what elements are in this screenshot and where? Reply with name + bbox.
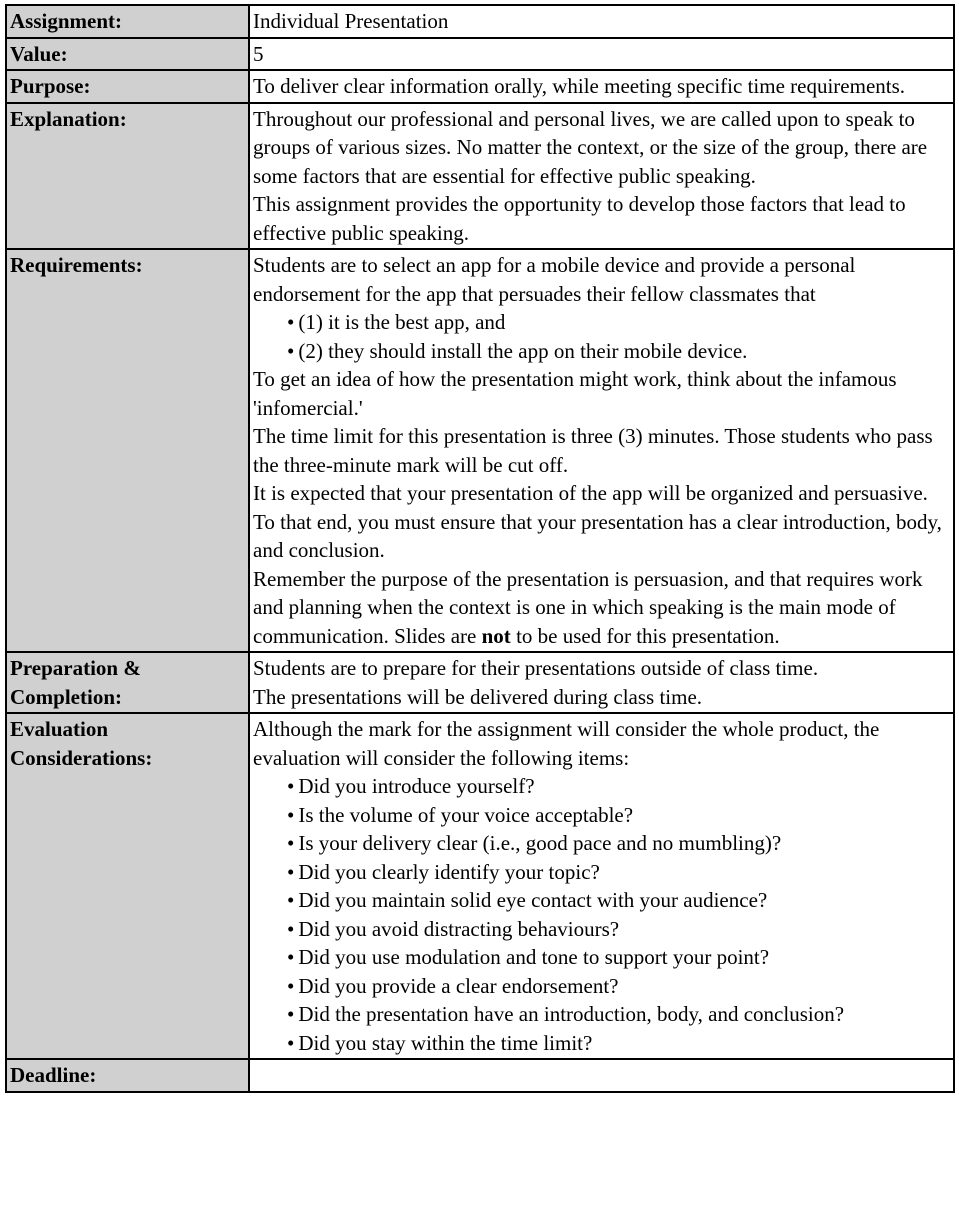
evaluation-bullet-text: Did you stay within the time limit? [298, 1030, 593, 1055]
evaluation-bullet-text: Did the presentation have an introduction, body, and conclusion? [298, 1002, 845, 1026]
row-assignment [6, 5, 954, 38]
requirements-intro: Students are to select an app for a mobile device and provide a personal endorsement for the app that persuades their fellow classmates that [253, 253, 856, 306]
bullet-icon: • [287, 774, 295, 798]
explanation-label: Explanation: [6, 103, 249, 250]
purpose-label: Purpose: [6, 70, 249, 103]
bullet-icon: • [287, 802, 295, 827]
evaluation-bullet-text: Did you provide a clear endorsement? [298, 973, 619, 998]
evaluation-bullet-text: Did you clearly identify your topic? [298, 859, 600, 884]
evaluation-bullet-item [253, 772, 951, 801]
row-explanation [6, 103, 954, 250]
requirements-paragraph-slides [253, 565, 951, 651]
evaluation-bullet-text: Is the volume of your voice acceptable? [298, 802, 634, 827]
evaluation-label [6, 713, 249, 1059]
requirements-label: Requirements: [6, 249, 249, 652]
evaluation-bullet-text: Did you maintain solid eye contact with your audience? [298, 888, 768, 912]
requirements-bullet-item [253, 337, 951, 366]
evaluation-bullet-text: Is your delivery clear (i.e., good pace and no mumbling)? [298, 831, 782, 855]
slides-text-before: Remember the purpose of the presentation is persuasion, and that requires work and planning when the context is one in which speaking is the main mode of communication. Slides are [253, 566, 923, 648]
assignment-label: Assignment: [6, 5, 249, 38]
value-label: Value: [6, 38, 249, 71]
bullet-icon: • [287, 1030, 295, 1055]
evaluation-label-line: Evaluation [10, 717, 109, 741]
preparation-line: The presentations will be delivered during class time. [253, 684, 703, 709]
row-requirements [6, 249, 954, 652]
evaluation-bullet-item [253, 1029, 951, 1058]
evaluation-bullet-item [253, 1000, 951, 1029]
slides-text-after: to be used for this presentation. [516, 623, 780, 648]
value-value: 5 [249, 38, 954, 71]
slides-emphasis-not: not [481, 623, 511, 648]
requirements-bullet-text: (2) they should install the app on their mobile device. [298, 338, 748, 363]
row-purpose [6, 70, 954, 103]
row-deadline [6, 1059, 954, 1092]
assignment-table [5, 4, 955, 1093]
bullet-icon: • [287, 973, 295, 998]
evaluation-bullet-item [253, 829, 951, 858]
evaluation-bullet-item [253, 886, 951, 915]
bullet-icon: • [287, 310, 295, 334]
evaluation-bullet-item [253, 915, 951, 944]
deadline-label: Deadline: [6, 1059, 249, 1092]
evaluation-cell [249, 713, 954, 1059]
assignment-value: Individual Presentation [249, 5, 954, 38]
evaluation-intro: Although the mark for the assignment will consider the whole product, the evaluation will consider the following items: [253, 717, 880, 770]
requirements-bullet-text: (1) it is the best app, and [298, 310, 506, 334]
explanation-paragraph: Throughout our professional and personal lives, we are called upon to speak to groups of various sizes. No matter the context, or the size of the group, there are some factors that are essential for effective public speaking. [253, 106, 928, 188]
purpose-text: To deliver clear information orally, while meeting specific time requirements. [249, 70, 954, 103]
bullet-icon: • [287, 916, 295, 941]
evaluation-bullet-item [253, 943, 951, 972]
preparation-line: Students are to prepare for their presentations outside of class time. [253, 656, 819, 680]
preparation-label [6, 652, 249, 713]
preparation-label-line: Preparation & [10, 656, 141, 680]
preparation-label-line: Completion: [10, 684, 122, 709]
evaluation-bullet-item [253, 858, 951, 887]
requirements-paragraph: To get an idea of how the presentation might work, think about the infamous 'infomercial.' [253, 367, 897, 420]
row-value [6, 38, 954, 71]
bullet-icon: • [287, 945, 295, 969]
evaluation-label-line: Considerations: [10, 745, 153, 770]
bullet-icon: • [287, 831, 295, 855]
explanation-cell [249, 103, 954, 250]
requirements-bullet-item [253, 308, 951, 337]
requirements-paragraph: The time limit for this presentation is three (3) minutes. Those students who pass the three-minute mark will be cut off. [253, 424, 933, 477]
bullet-icon: • [287, 888, 295, 912]
bullet-icon: • [287, 859, 295, 884]
preparation-cell [249, 652, 954, 713]
evaluation-bullet-text: Did you use modulation and tone to support your point? [298, 945, 770, 969]
explanation-paragraph: This assignment provides the opportunity to develop those factors that lead to effective public speaking. [253, 192, 906, 245]
requirements-paragraph: It is expected that your presentation of the app will be organized and persuasive. To that end, you must ensure that your presentation has a clear introduction, body, and conclusion. [253, 481, 942, 562]
requirements-cell [249, 249, 954, 652]
bullet-icon: • [287, 1002, 295, 1026]
deadline-value [249, 1059, 954, 1092]
evaluation-bullet-text: Did you avoid distracting behaviours? [298, 916, 620, 941]
evaluation-bullet-text: Did you introduce yourself? [298, 774, 535, 798]
evaluation-bullet-item [253, 801, 951, 830]
row-preparation [6, 652, 954, 713]
bullet-icon: • [287, 338, 295, 363]
row-evaluation [6, 713, 954, 1059]
evaluation-bullet-item [253, 972, 951, 1001]
